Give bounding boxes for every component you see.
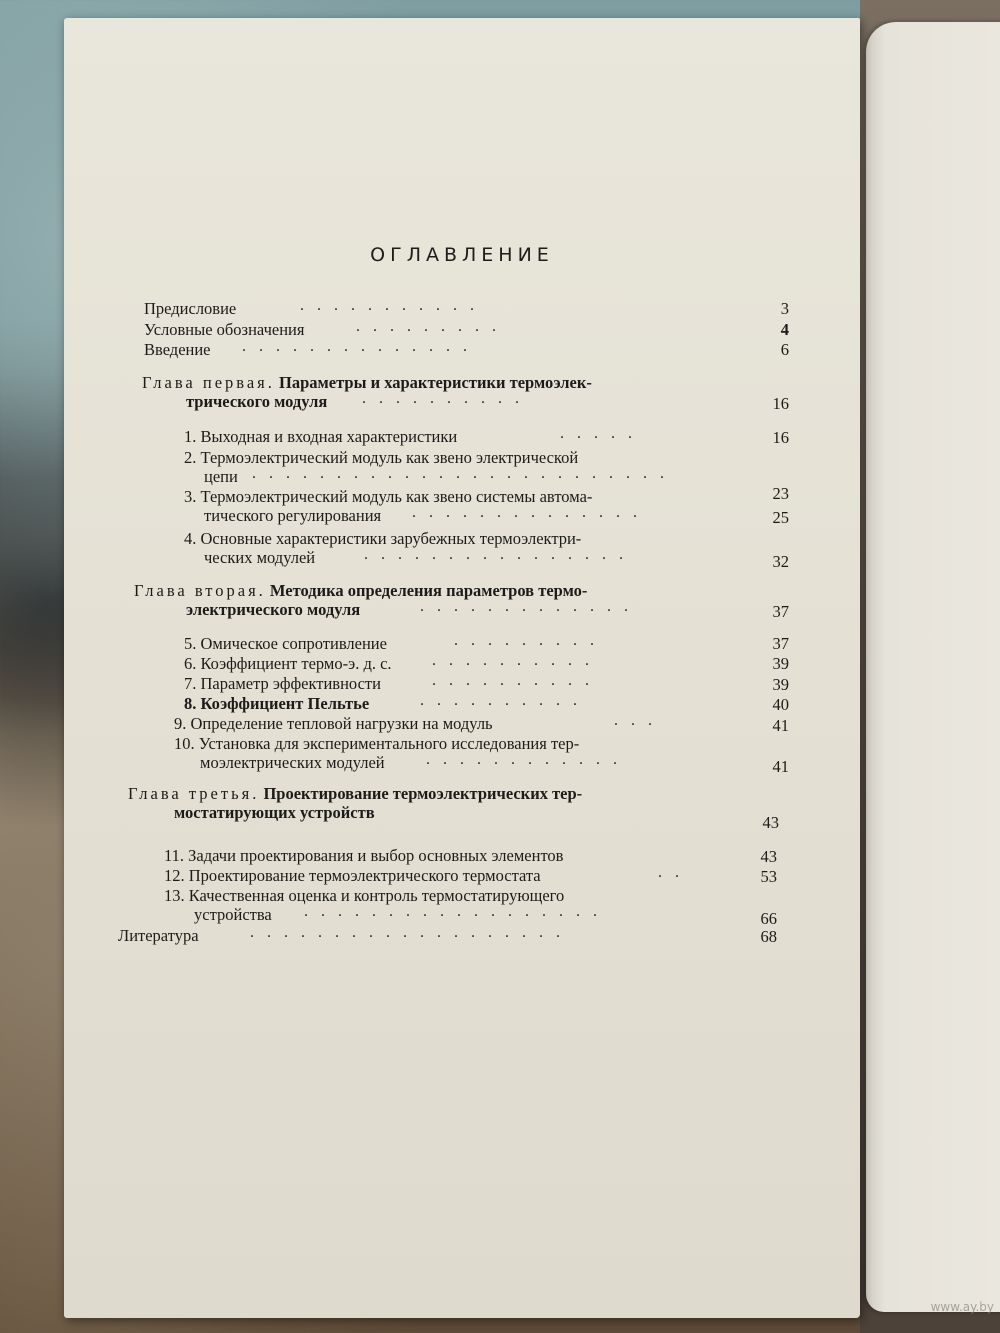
toc-section: 6. Коэффициент термо-э. д. с. xyxy=(184,654,392,673)
chapter-2-heading: Глава вторая. Методика определения параметров термо- xyxy=(134,581,588,600)
page-number: 37 xyxy=(772,602,789,621)
toc-entry-intro: Введение xyxy=(144,340,211,359)
leader-dots: .......... xyxy=(420,692,590,709)
toc-section: 3. Термоэлектрический модуль как звено системы автома- xyxy=(184,487,593,506)
toc-section: 11. Задачи проектирования и выбор основных элементов xyxy=(164,846,564,865)
leader-dots: ............. xyxy=(420,598,641,615)
toc-entry-preface: Предисловие xyxy=(144,299,237,318)
page-number: 66 xyxy=(760,909,777,928)
toc-section: 9. Определение тепловой нагрузки на модуль xyxy=(174,714,493,733)
toc-section-cont: цепи xyxy=(204,467,238,486)
leader-dots: .............. xyxy=(242,338,480,355)
page-title: ОГЛАВЛЕНИЕ xyxy=(370,244,554,266)
page-number: 68 xyxy=(760,927,777,946)
leader-dots: .. xyxy=(658,864,692,881)
leader-dots: ......... xyxy=(454,632,607,649)
chapter-3-heading: Глава третья. Проектирование термоэлектрических тер- xyxy=(128,784,583,803)
page-number: 40 xyxy=(772,695,789,714)
page-number: 41 xyxy=(772,757,789,776)
page-number: 41 xyxy=(772,716,789,735)
chapter-3-heading-cont: мостатирующих устройств xyxy=(174,803,375,822)
page-number: 39 xyxy=(772,654,789,673)
toc-entry-literature: Литература xyxy=(118,926,199,945)
leader-dots: ......... xyxy=(356,318,509,335)
toc-section: 12. Проектирование термоэлектрического термостата xyxy=(164,866,541,885)
page-number: 43 xyxy=(760,847,777,866)
next-page-edge xyxy=(866,22,1000,1312)
page-number: 23 xyxy=(772,484,789,503)
chapter-1-heading-cont: трического модуля xyxy=(186,392,328,411)
watermark: www.ay.by xyxy=(930,1300,994,1314)
toc-section: 7. Параметр эффективности xyxy=(184,674,381,693)
toc-section-cont: устройства xyxy=(194,905,272,924)
toc-section-cont: ческих модулей xyxy=(204,548,316,567)
leader-dots: .......... xyxy=(432,652,602,669)
leader-dots: ......................... xyxy=(252,465,677,482)
page-number: 25 xyxy=(772,508,789,527)
toc-section-cont: тического регулирования xyxy=(204,506,382,525)
leader-dots: .................. xyxy=(304,903,610,920)
leader-dots: ............ xyxy=(426,751,630,768)
page-number: 37 xyxy=(772,634,789,653)
leader-dots: .......... xyxy=(432,672,602,689)
leader-dots: ..... xyxy=(560,425,645,442)
leader-dots: ... xyxy=(614,712,665,729)
leader-dots: ................... xyxy=(250,924,573,941)
leader-dots: .............. xyxy=(412,504,650,521)
toc-section: 1. Выходная и входная характеристики xyxy=(184,427,458,446)
page-number: 43 xyxy=(762,813,779,832)
chapter-2-heading-cont: электрического модуля xyxy=(186,600,361,619)
page-number: 4 xyxy=(780,320,789,339)
leader-dots: ................ xyxy=(364,546,636,563)
toc-section: 2. Термоэлектрический модуль как звено электрической xyxy=(184,448,579,467)
page-number: 6 xyxy=(780,340,789,359)
toc-entry-notation: Условные обозначения xyxy=(144,320,305,339)
page-number: 53 xyxy=(760,867,777,886)
toc-section: 10. Установка для экспериментального исследования тер- xyxy=(174,734,580,753)
toc-section: 8. Коэффициент Пельтье xyxy=(184,694,370,713)
page-number: 16 xyxy=(772,394,789,413)
book-page xyxy=(64,18,860,1318)
page-number: 3 xyxy=(780,299,789,318)
toc-section: 5. Омическое сопротивление xyxy=(184,634,387,653)
leader-dots: .......... xyxy=(362,390,532,407)
toc-section-cont: моэлектрических модулей xyxy=(200,753,385,772)
chapter-1-heading: Глава первая. Параметры и характеристики термоэлек- xyxy=(142,373,592,392)
leader-dots: ........... xyxy=(300,297,487,314)
page-number: 39 xyxy=(772,675,789,694)
page-number: 16 xyxy=(772,428,789,447)
toc-section: 4. Основные характеристики зарубежных термоэлектри- xyxy=(184,529,582,548)
toc-section: 13. Качественная оценка и контроль термостатирующего xyxy=(164,886,565,905)
page-number: 32 xyxy=(772,552,789,571)
